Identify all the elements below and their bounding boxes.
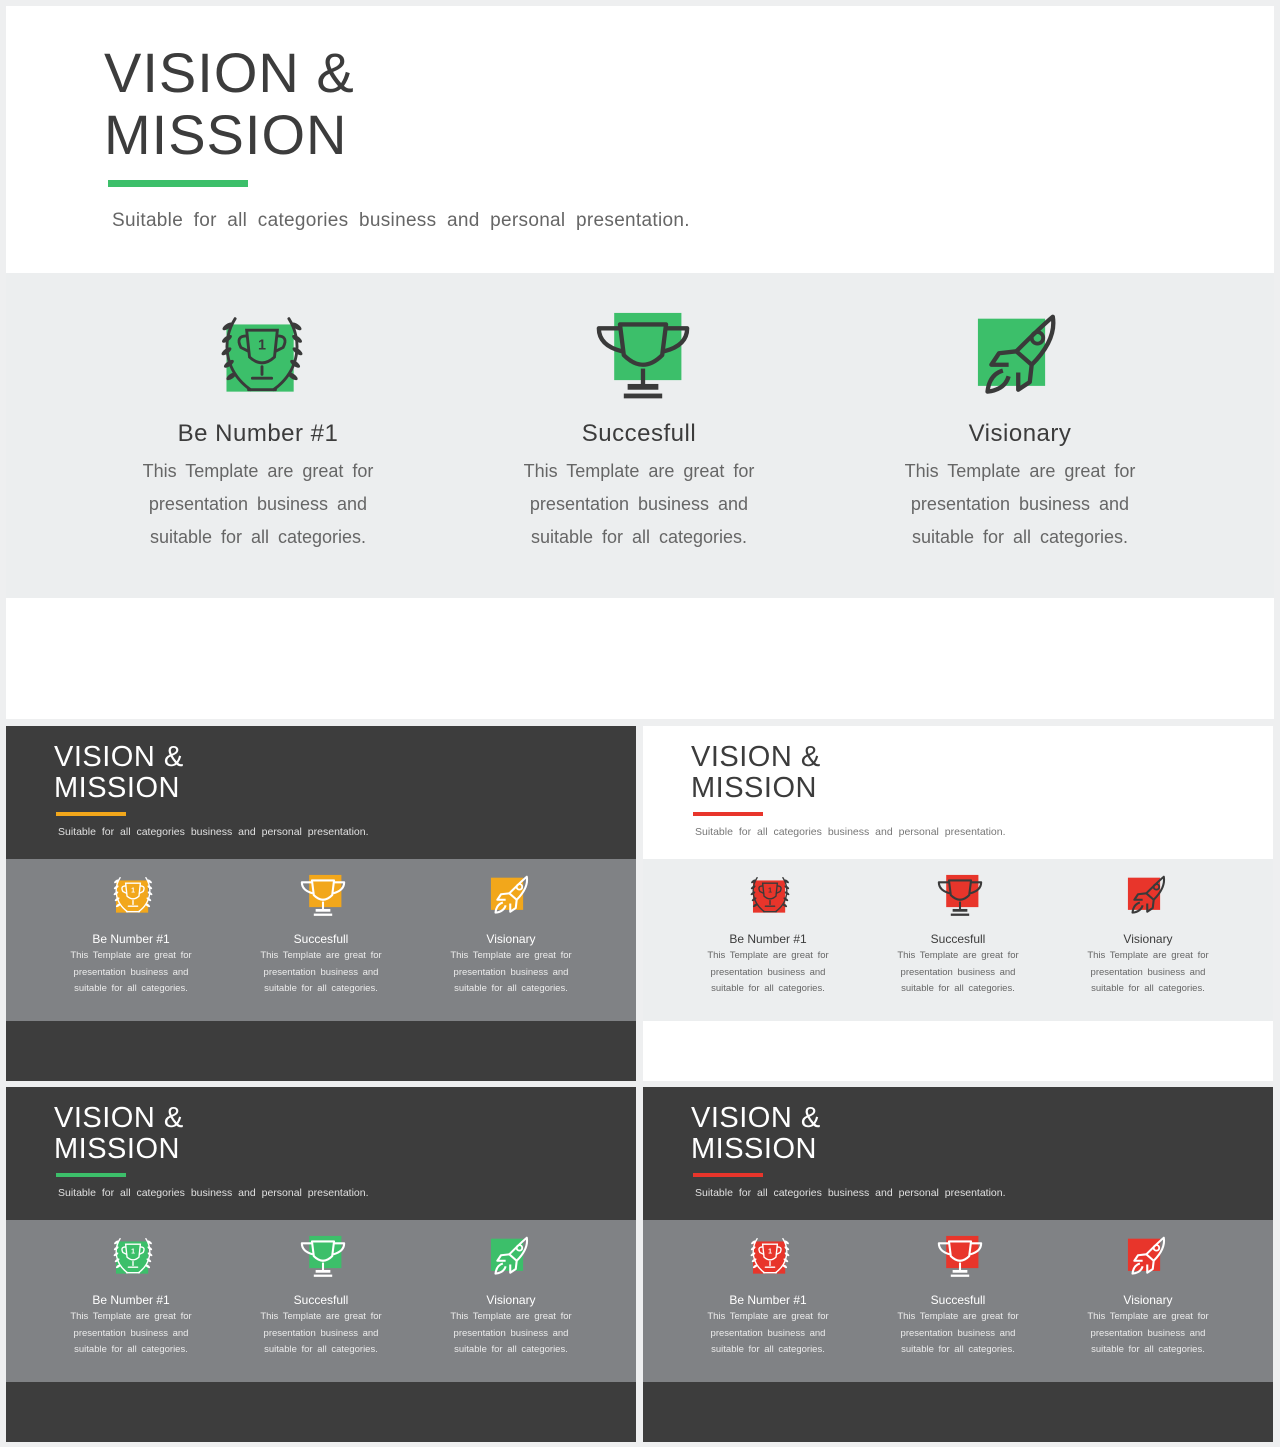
feature-title: Succesfull (930, 1293, 986, 1307)
laurel-trophy-icon (747, 1235, 793, 1281)
title-accent-bar (693, 812, 763, 816)
rocket-icon (1127, 1235, 1173, 1281)
feature-description: This Template are great for presentation business and suitable for all categories. (70, 950, 192, 995)
trophy-icon (300, 874, 346, 920)
slide-title (691, 742, 821, 804)
slide-title (54, 1103, 184, 1165)
slide-header (6, 726, 636, 859)
slide-footer (643, 1382, 1273, 1442)
feature-description: This Template are great for presentation business and suitable for all categories. (707, 950, 829, 995)
title-accent-bar (56, 1173, 126, 1177)
slide-title (104, 42, 355, 166)
feature-title: Visionary (1123, 932, 1173, 946)
rocket-icon (976, 311, 1072, 407)
feature-title: Visionary (1123, 1293, 1173, 1307)
slide-title (54, 742, 184, 804)
slide-subtitle: Suitable for all categories business and personal presentation. (695, 826, 1006, 838)
feature-title: Succesfull (293, 932, 349, 946)
title-line-1: VISION & (54, 1102, 184, 1134)
feature-title: Be Number #1 (729, 1293, 807, 1307)
feature-title: Succesfull (930, 932, 986, 946)
slide-subtitle: Suitable for all categories business and personal presentation. (112, 210, 690, 231)
svg-text:1: 1 (131, 887, 135, 895)
title-accent-bar (56, 812, 126, 816)
title-line-1: VISION & (104, 41, 355, 104)
feature-title: Visionary (968, 420, 1072, 447)
feature-band (643, 1220, 1273, 1382)
feature-description: This Template are great for presentation business and suitable for all categories. (450, 950, 572, 995)
feature-description: This Template are great for presentation business and suitable for all categories. (897, 1311, 1019, 1356)
feature-band (6, 859, 636, 1021)
feature-title: Succesfull (581, 420, 697, 447)
title-line-1: VISION & (54, 741, 184, 773)
laurel-trophy-icon (214, 311, 310, 407)
variant-slide-light-red (643, 726, 1273, 1081)
feature-description: This Template are great for presentation business and suitable for all categories. (142, 461, 374, 547)
title-line-2: MISSION (54, 772, 180, 804)
feature-title: Be Number #1 (177, 420, 339, 447)
feature-band (643, 859, 1273, 1021)
feature-title: Be Number #1 (92, 1293, 170, 1307)
rocket-icon (1127, 874, 1173, 920)
feature-description: This Template are great for presentation business and suitable for all categories. (707, 1311, 829, 1356)
slide-header (6, 1087, 636, 1220)
feature-description: This Template are great for presentation business and suitable for all categories. (260, 950, 382, 995)
title-line-1: VISION & (691, 1102, 821, 1134)
rocket-icon (490, 874, 536, 920)
feature-title: Visionary (486, 932, 536, 946)
slide-footer (643, 1021, 1273, 1081)
laurel-trophy-icon (110, 874, 156, 920)
variant-slide-dark-orange (6, 726, 636, 1081)
feature-description: This Template are great for presentation business and suitable for all categories. (904, 461, 1136, 547)
feature-description: This Template are great for presentation business and suitable for all categories. (70, 1311, 192, 1356)
slide-footer (6, 1021, 636, 1081)
slide-header (643, 726, 1273, 859)
trophy-icon (937, 874, 983, 920)
feature-description: This Template are great for presentation business and suitable for all categories. (1087, 1311, 1209, 1356)
svg-text:1: 1 (768, 1248, 772, 1256)
slide-subtitle: Suitable for all categories business and personal presentation. (58, 1187, 369, 1199)
title-line-2: MISSION (54, 1133, 180, 1165)
slide-header (643, 1087, 1273, 1220)
svg-text:1: 1 (131, 1248, 135, 1256)
title-line-2: MISSION (691, 772, 817, 804)
feature-title: Succesfull (293, 1293, 349, 1307)
trophy-icon (300, 1235, 346, 1281)
feature-description: This Template are great for presentation business and suitable for all categories. (897, 950, 1019, 995)
title-accent-bar (693, 1173, 763, 1177)
slide-subtitle: Suitable for all categories business and personal presentation. (695, 1187, 1006, 1199)
feature-title: Be Number #1 (92, 932, 170, 946)
feature-title: Be Number #1 (729, 932, 807, 946)
trophy-icon (937, 1235, 983, 1281)
main-slide (6, 6, 1274, 719)
feature-description: This Template are great for presentation business and suitable for all categories. (450, 1311, 572, 1356)
title-accent-bar (108, 180, 248, 187)
slide-footer (6, 1382, 636, 1442)
laurel-trophy-icon (110, 1235, 156, 1281)
slide-title (691, 1103, 821, 1165)
laurel-trophy-icon (747, 874, 793, 920)
variant-slide-dark-green (6, 1087, 636, 1442)
svg-text:1: 1 (768, 887, 772, 895)
slide-subtitle: Suitable for all categories business and personal presentation. (58, 826, 369, 838)
title-line-2: MISSION (104, 103, 348, 166)
feature-description: This Template are great for presentation business and suitable for all categories. (1087, 950, 1209, 995)
svg-text:1: 1 (257, 337, 267, 354)
title-line-1: VISION & (691, 741, 821, 773)
feature-band (6, 273, 1274, 598)
feature-title: Visionary (486, 1293, 536, 1307)
feature-description: This Template are great for presentation business and suitable for all categories. (523, 461, 755, 547)
trophy-icon (595, 311, 691, 407)
rocket-icon (490, 1235, 536, 1281)
feature-band (6, 1220, 636, 1382)
title-line-2: MISSION (691, 1133, 817, 1165)
variant-slide-dark-red (643, 1087, 1273, 1442)
feature-description: This Template are great for presentation business and suitable for all categories. (260, 1311, 382, 1356)
